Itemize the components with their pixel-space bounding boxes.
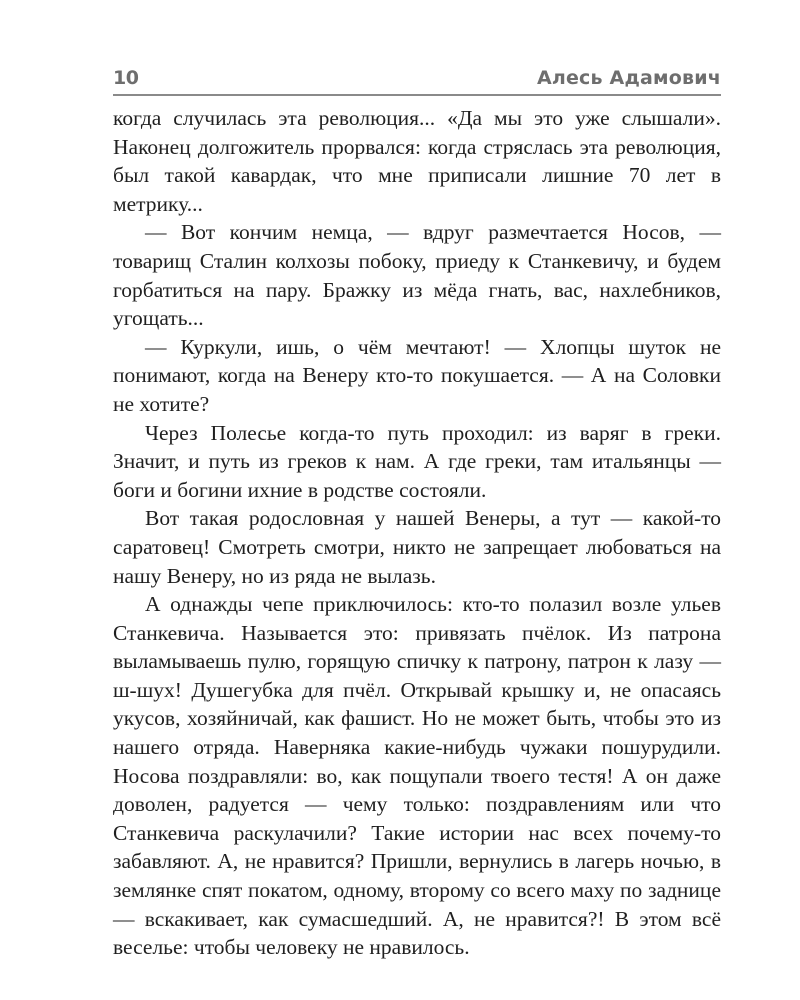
paragraph: — Вот кончим немца, — вдруг размечтается Носов, — товарищ Сталин колхозы побоку, приеду к Станкевичу, и будем горбатиться на пару. Бражку из мёда гнать, вас, нахлебников, угощать... <box>113 220 721 331</box>
paragraph: когда случилась эта революция... «Да мы это уже слышали». Наконец долгожитель прорвался: когда стряслась эта революция, был такой кавардак, что мне приписали лишние 70 лет в метрику... <box>113 106 721 216</box>
running-title-author: Алесь Адамович <box>536 67 721 89</box>
paragraph: А однажды чепе приключилось: кто-то полазил возле ульев Станкевича. Называется это: привязать пчёлок. Из патрона выламываешь пулю, горящую спичку к патрону, патрон к лазу — ш-шух! Душегубка для пчёл. Открывай крышку и, не опасаясь укусов, хозяйничай, как фашист. Но не может быть, чтобы это из нашего отряда. Наверняка какие-нибудь чужаки пошурудили. Носова поздравляли: во, как пощупали твоего тестя! А он даже доволен, радуется — чему только: поздравлениям или что Станкевича раскулачили? Такие истории нас всех почему-то забавляют. А, не нравится? Пришли, вернулись в лагерь ночью, в землянке спят покатом, одному, второму со всего маху по заднице — вскакивает, как сумасшедший. А, не нравится?! В этом всё веселье: чтобы человеку не нравилось. <box>113 592 721 960</box>
paragraph: Вот такая родословная у нашей Венеры, а тут — какой-то саратовец! Смотреть смотри, никто не запрещает любоваться на нашу Венеру, но из ряда не вылазь. <box>113 506 721 588</box>
body-text <box>113 104 721 962</box>
page-number: 10 <box>113 67 139 89</box>
paragraph: Через Полесье когда-то путь проходил: из варяг в греки. Значит, и путь из греков к нам. А где греки, там итальянцы — боги и богини ихние в родстве состояли. <box>113 420 721 502</box>
paragraph: — Куркули, ишь, о чём мечтают! — Хлопцы шуток не понимают, когда на Венеру кто-то покушается. — А на Соловки не хотите? <box>113 334 721 416</box>
page-header <box>113 64 721 96</box>
